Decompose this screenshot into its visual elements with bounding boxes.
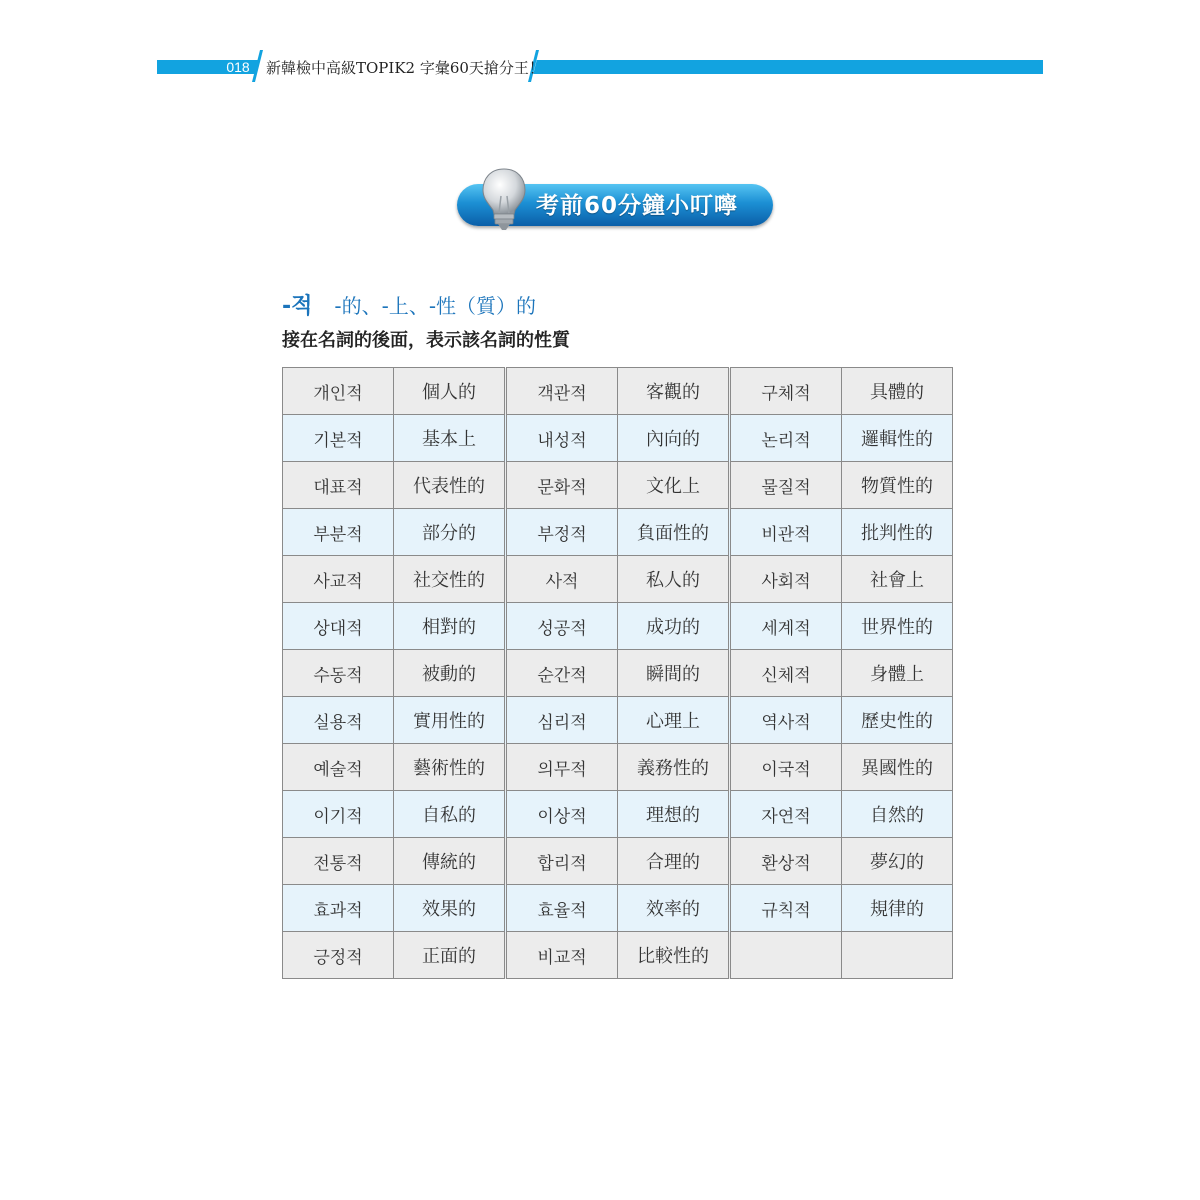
chinese-meaning-cell: 自然的 <box>842 791 953 838</box>
korean-word-cell: 기본적 <box>283 415 394 462</box>
korean-word-cell: 사적 <box>506 556 618 603</box>
korean-word-cell <box>730 932 842 979</box>
chinese-meaning-cell: 自私的 <box>394 791 506 838</box>
chinese-meaning-cell: 規律的 <box>842 885 953 932</box>
table-row <box>283 885 953 932</box>
chinese-meaning-cell: 個人的 <box>394 368 506 415</box>
chinese-meaning-cell <box>842 932 953 979</box>
korean-word-cell: 사회적 <box>730 556 842 603</box>
table-row <box>283 744 953 791</box>
chinese-meaning-cell: 具體的 <box>842 368 953 415</box>
chinese-meaning-cell: 社會上 <box>842 556 953 603</box>
chinese-meaning-cell: 正面的 <box>394 932 506 979</box>
chinese-meaning-cell: 內向的 <box>618 415 730 462</box>
korean-word-cell: 성공적 <box>506 603 618 650</box>
lightbulb-icon <box>480 166 528 232</box>
korean-word-cell: 신체적 <box>730 650 842 697</box>
korean-word-cell: 합리적 <box>506 838 618 885</box>
table-row <box>283 368 953 415</box>
korean-word-cell: 심리적 <box>506 697 618 744</box>
korean-word-cell: 환상적 <box>730 838 842 885</box>
korean-word-cell: 물질적 <box>730 462 842 509</box>
suffix-label: -적 <box>282 294 313 319</box>
chinese-meaning-cell: 理想的 <box>618 791 730 838</box>
korean-word-cell: 사교적 <box>283 556 394 603</box>
korean-word-cell: 효과적 <box>283 885 394 932</box>
korean-word-cell: 논리적 <box>730 415 842 462</box>
chinese-meaning-cell: 邏輯性的 <box>842 415 953 462</box>
chinese-meaning-cell: 批判性的 <box>842 509 953 556</box>
korean-word-cell: 이국적 <box>730 744 842 791</box>
table-row <box>283 462 953 509</box>
korean-word-cell: 긍정적 <box>283 932 394 979</box>
korean-word-cell: 수동적 <box>283 650 394 697</box>
table-row <box>283 556 953 603</box>
chinese-meaning-cell: 效率的 <box>618 885 730 932</box>
korean-word-cell: 순간적 <box>506 650 618 697</box>
korean-word-cell: 효율적 <box>506 885 618 932</box>
suffix-meaning: -的、-上、-性（質）的 <box>334 294 537 318</box>
table-row <box>283 415 953 462</box>
korean-word-cell: 내성적 <box>506 415 618 462</box>
chinese-meaning-cell: 實用性的 <box>394 697 506 744</box>
korean-word-cell: 이기적 <box>283 791 394 838</box>
table-row <box>283 650 953 697</box>
chinese-meaning-cell: 義務性的 <box>618 744 730 791</box>
chinese-meaning-cell: 部分的 <box>394 509 506 556</box>
korean-word-cell: 세계적 <box>730 603 842 650</box>
page-number: 018 <box>226 59 250 75</box>
korean-word-cell: 비관적 <box>730 509 842 556</box>
section-description: 接在名詞的後面，表示該名詞的性質 <box>282 330 570 351</box>
table-row <box>283 932 953 979</box>
korean-word-cell: 실용적 <box>283 697 394 744</box>
chinese-meaning-cell: 負面性的 <box>618 509 730 556</box>
korean-word-cell: 부분적 <box>283 509 394 556</box>
korean-word-cell: 의무적 <box>506 744 618 791</box>
chinese-meaning-cell: 文化上 <box>618 462 730 509</box>
table-row <box>283 697 953 744</box>
chinese-meaning-cell: 社交性的 <box>394 556 506 603</box>
korean-word-cell: 전통적 <box>283 838 394 885</box>
chinese-meaning-cell: 傳統的 <box>394 838 506 885</box>
chinese-meaning-cell: 瞬間的 <box>618 650 730 697</box>
chinese-meaning-cell: 夢幻的 <box>842 838 953 885</box>
chinese-meaning-cell: 合理的 <box>618 838 730 885</box>
table-row <box>283 603 953 650</box>
chinese-meaning-cell: 成功的 <box>618 603 730 650</box>
vocab-table <box>282 367 953 979</box>
chinese-meaning-cell: 被動的 <box>394 650 506 697</box>
korean-word-cell: 예술적 <box>283 744 394 791</box>
chinese-meaning-cell: 心理上 <box>618 697 730 744</box>
chinese-meaning-cell: 世界性的 <box>842 603 953 650</box>
korean-word-cell: 객관적 <box>506 368 618 415</box>
section-heading <box>282 290 536 322</box>
korean-word-cell: 비교적 <box>506 932 618 979</box>
table-row <box>283 791 953 838</box>
chinese-meaning-cell: 效果的 <box>394 885 506 932</box>
korean-word-cell: 문화적 <box>506 462 618 509</box>
korean-word-cell: 자연적 <box>730 791 842 838</box>
korean-word-cell: 역사적 <box>730 697 842 744</box>
chinese-meaning-cell: 客觀的 <box>618 368 730 415</box>
korean-word-cell: 대표적 <box>283 462 394 509</box>
korean-word-cell: 이상적 <box>506 791 618 838</box>
book-title: 新韓檢中高級TOPIK2 字彙60天搶分王！ <box>266 59 544 77</box>
chinese-meaning-cell: 異國性的 <box>842 744 953 791</box>
chinese-meaning-cell: 基本上 <box>394 415 506 462</box>
table-row <box>283 838 953 885</box>
korean-word-cell: 개인적 <box>283 368 394 415</box>
chinese-meaning-cell: 歷史性的 <box>842 697 953 744</box>
korean-word-cell: 규칙적 <box>730 885 842 932</box>
chinese-meaning-cell: 私人的 <box>618 556 730 603</box>
chinese-meaning-cell: 代表性的 <box>394 462 506 509</box>
korean-word-cell: 부정적 <box>506 509 618 556</box>
banner-title: 考前60分鐘小叮嚀 <box>536 193 739 219</box>
chinese-meaning-cell: 藝術性的 <box>394 744 506 791</box>
korean-word-cell: 상대적 <box>283 603 394 650</box>
table-row <box>283 509 953 556</box>
chinese-meaning-cell: 身體上 <box>842 650 953 697</box>
chinese-meaning-cell: 相對的 <box>394 603 506 650</box>
korean-word-cell: 구체적 <box>730 368 842 415</box>
chinese-meaning-cell: 比較性的 <box>618 932 730 979</box>
chinese-meaning-cell: 物質性的 <box>842 462 953 509</box>
